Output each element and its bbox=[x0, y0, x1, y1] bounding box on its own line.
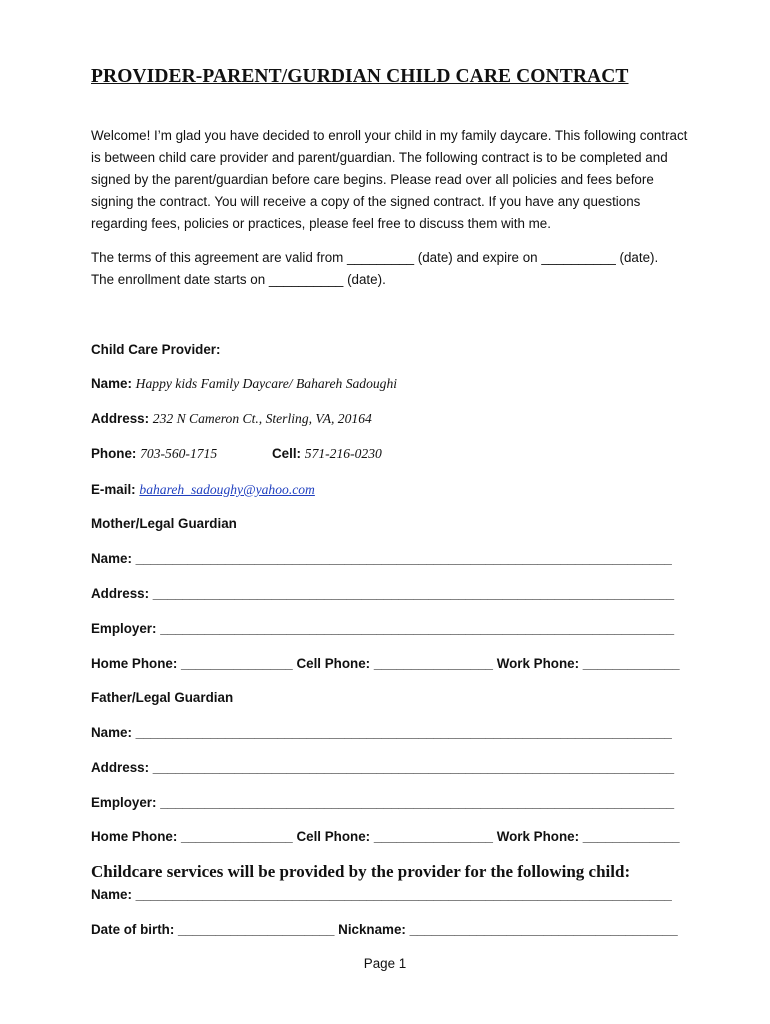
provider-email-link[interactable]: bahareh_sadoughy@yahoo.com bbox=[139, 482, 315, 497]
provider-name-value: Happy kids Family Daycare/ Bahareh Sadoughi bbox=[135, 376, 398, 391]
document-title: PROVIDER-PARENT/GURDIAN CHILD CARE CONTRACT bbox=[91, 66, 629, 87]
child-name-field[interactable]: Name: ________________________________________________________________________ bbox=[91, 887, 672, 902]
provider-address-row bbox=[91, 409, 372, 429]
provider-name-label: Name: bbox=[91, 376, 132, 391]
provider-cell-row bbox=[272, 444, 382, 464]
mother-address-field[interactable]: Address: ______________________________________________________________________ bbox=[91, 586, 675, 601]
mother-employer-field[interactable]: Employer: _____________________________________________________________________ bbox=[91, 621, 675, 636]
mother-heading: Mother/Legal Guardian bbox=[91, 516, 237, 531]
child-dob-nickname-field[interactable]: Date of birth: _____________________ Nickname: ____________________________________ bbox=[91, 922, 678, 937]
provider-cell-label: Cell: bbox=[272, 446, 302, 461]
terms-line-1: The terms of this agreement are valid from _________ (date) and expire on __________ (date). bbox=[91, 250, 659, 265]
provider-address-value: 232 N Cameron Ct., Sterling, VA, 20164 bbox=[152, 411, 372, 426]
provider-cell-value: 571-216-0230 bbox=[304, 446, 382, 461]
provider-phone-label: Phone: bbox=[91, 446, 137, 461]
father-name-field[interactable]: Name: ________________________________________________________________________ bbox=[91, 725, 672, 740]
provider-phone-value: 703-560-1715 bbox=[140, 446, 218, 461]
provider-heading: Child Care Provider: bbox=[91, 342, 221, 357]
mother-phones-field[interactable]: Home Phone: _______________ Cell Phone: ________________ Work Phone: _____________ bbox=[91, 656, 680, 671]
provider-address-label: Address: bbox=[91, 411, 150, 426]
child-section-heading: Childcare services will be provided by the provider for the following child: bbox=[91, 862, 631, 881]
intro-paragraph: Welcome! I’m glad you have decided to enroll your child in my family daycare. This following contract is between child care provider and parent/guardian. The following contract is to be completed and signed by the parent/guardian before care begins. Please read over all policies and fees before signing the contract. You will receive a copy of the signed contract. If you have any questions regarding fees, policies or practices, please feel free to discuss them with me. bbox=[91, 128, 688, 231]
father-phones-field[interactable]: Home Phone: _______________ Cell Phone: ________________ Work Phone: _____________ bbox=[91, 829, 680, 844]
father-employer-field[interactable]: Employer: _____________________________________________________________________ bbox=[91, 795, 675, 810]
father-heading: Father/Legal Guardian bbox=[91, 690, 234, 705]
provider-email-row bbox=[91, 480, 315, 500]
page-number: Page 1 bbox=[363, 956, 407, 971]
terms-line-2: The enrollment date starts on __________ (date). bbox=[91, 272, 386, 287]
father-address-field[interactable]: Address: ______________________________________________________________________ bbox=[91, 760, 675, 775]
provider-email-label: E-mail: bbox=[91, 482, 136, 497]
provider-phone-row bbox=[91, 444, 217, 464]
provider-name-row bbox=[91, 374, 397, 394]
mother-name-field[interactable]: Name: ________________________________________________________________________ bbox=[91, 551, 672, 566]
